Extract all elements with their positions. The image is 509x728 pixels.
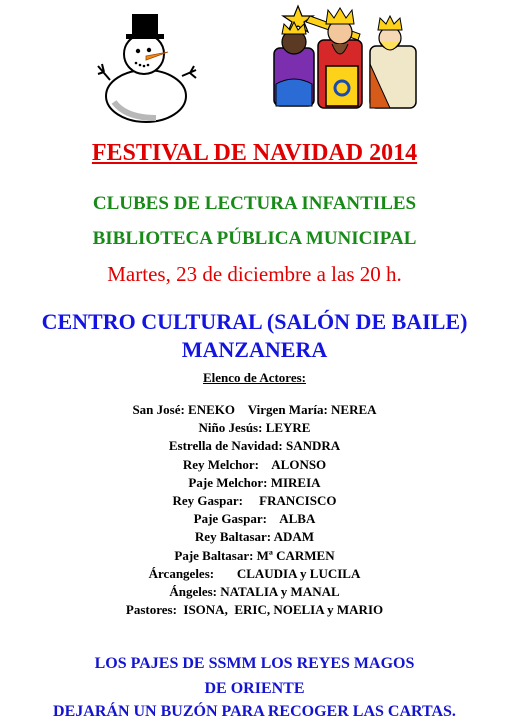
notice-line-2: DE ORIENTE (204, 680, 305, 697)
notice-line-3: DEJARÁN UN BUZÓN PARA RECOGER LAS CARTAS. (53, 703, 456, 720)
cast-heading: Elenco de Actores: (202, 370, 307, 385)
cast-entry: Rey Melchor: ALONSO (182, 456, 327, 472)
cast-entry: Rey Baltasar: ADAM (194, 529, 315, 545)
cast-entry: Niño Jesús: LEYRE (198, 420, 311, 436)
cast-list (0, 401, 509, 619)
venue-line-2: MANZANERA (181, 337, 328, 362)
cast-entry: Pastores: ISONA, ERIC, NOELIA y MARIO (125, 602, 384, 618)
cast-entry: San José: ENEKO Virgen María: NEREA (132, 402, 377, 417)
cast-entry: Árcangeles: CLAUDIA y LUCILA (148, 565, 361, 581)
venue-line-1: CENTRO CULTURAL (SALÓN DE BAILE) (41, 309, 468, 334)
festival-title: FESTIVAL DE NAVIDAD 2014 (91, 140, 418, 166)
cast-entry: Paje Gaspar: ALBA (193, 511, 316, 527)
snowman-illustration (96, 6, 200, 124)
cast-entry: Paje Baltasar: Mª CARMEN (174, 547, 335, 563)
three-kings-illustration (266, 4, 426, 112)
cast-entry: Rey Gaspar: FRANCISCO (172, 492, 337, 508)
cast-entry: Ángeles: NATALIA y MANAL (169, 583, 340, 599)
event-date: Martes, 23 de diciembre a las 20 h. (107, 262, 402, 286)
notice-line-1: LOS PAJES DE SSMM LOS REYES MAGOS (94, 655, 415, 672)
cast-entry: Paje Melchor: MIREIA (188, 474, 321, 490)
cast-entry: Estrella de Navidad: SANDRA (168, 438, 341, 454)
clubs-line: CLUBES DE LECTURA INFANTILES (92, 193, 417, 214)
library-line: BIBLIOTECA PÚBLICA MUNICIPAL (92, 228, 417, 249)
